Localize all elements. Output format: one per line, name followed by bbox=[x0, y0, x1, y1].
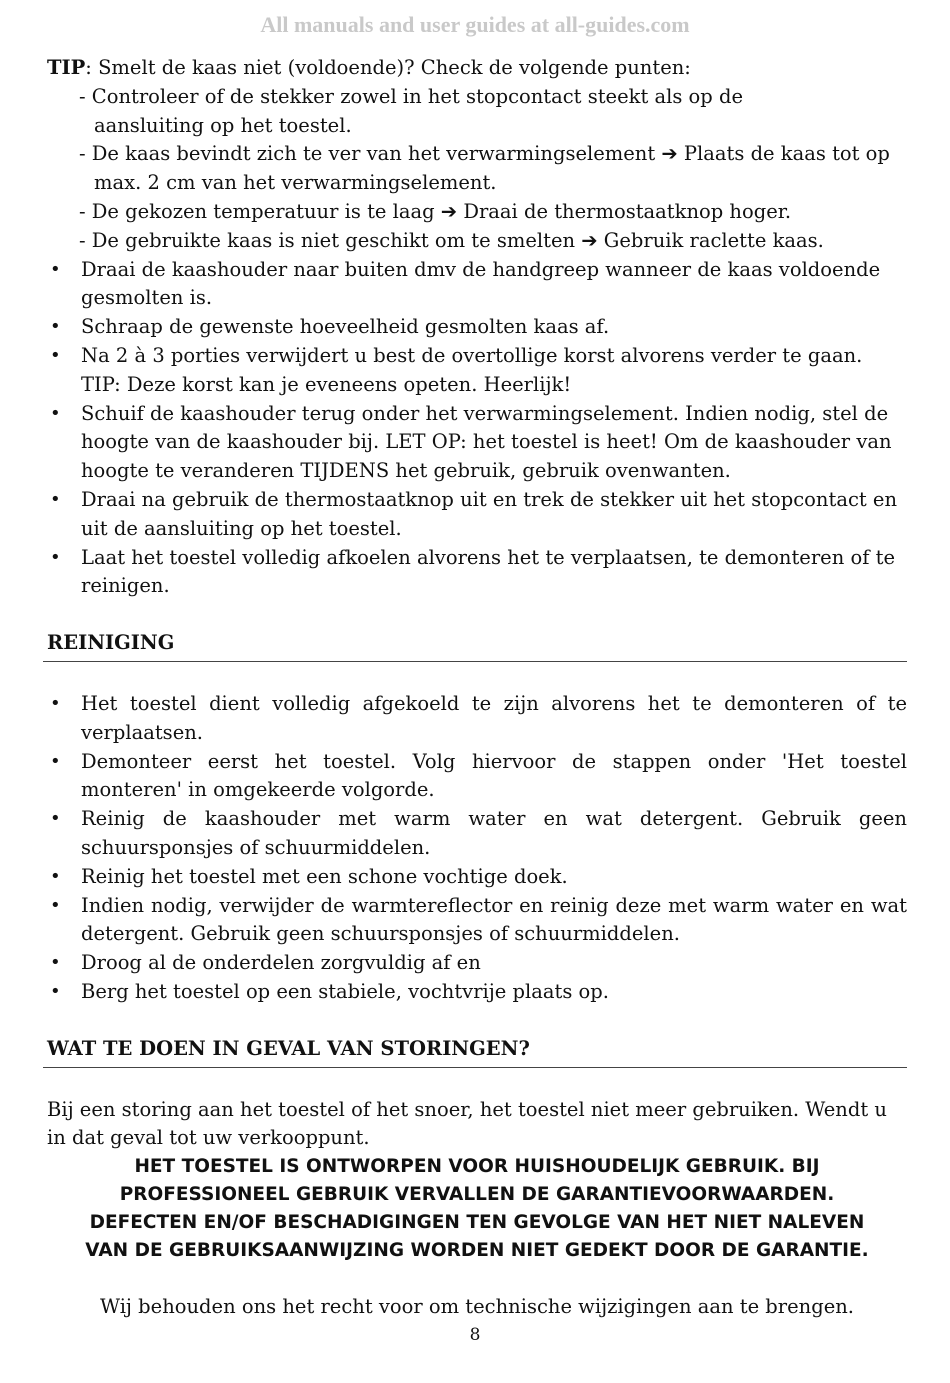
list-item: • Draai de kaashouder naar buiten dmv de handgreep wanneer de kaas voldoende gesmolten is. bbox=[47, 256, 907, 314]
malfunction-text: Bij een storing aan het toestel of het snoer, het toestel niet meer gebruiken. Wendt u in dat geval tot uw verkooppunt. bbox=[47, 1097, 887, 1150]
usage-bullet-list bbox=[47, 256, 907, 602]
list-item bbox=[47, 342, 907, 400]
list-item: • Draai na gebruik de thermostaatknop uit en trek de stekker uit het stopcontact en uit de aansluiting op het toestel. bbox=[47, 486, 907, 544]
warning-line: PROFESSIONEEL GEBRUIK VERVALLEN DE GARANTIEVOORWAARDEN. bbox=[119, 1184, 835, 1206]
section-heading-cleaning: REINIGING bbox=[43, 629, 907, 662]
tip-check-item bbox=[47, 83, 907, 141]
tip-check-line: - De kaas bevindt zich te ver van het verwarmingselement ➔ Plaats de kaas tot op bbox=[79, 142, 890, 166]
list-item: • Reinig het toestel met een schone vochtige doek. bbox=[47, 863, 907, 892]
closing-statement: Wij behouden ons het recht voor om technische wijzigingen aan te brengen. bbox=[100, 1295, 854, 1319]
list-item: • Berg het toestel op een stabiele, vochtvrije plaats op. bbox=[47, 978, 907, 1007]
warranty-warning bbox=[47, 1153, 907, 1265]
usage-tip: TIP: Deze korst kan je eveneens opeten. Heerlijk! bbox=[81, 372, 572, 396]
section-heading-malfunction: WAT TE DOEN IN GEVAL VAN STORINGEN? bbox=[43, 1035, 907, 1068]
tip-check-line: - De gekozen temperatuur is te laag ➔ Draai de thermostaatknop hoger. bbox=[79, 199, 792, 223]
warning-line: HET TOESTEL IS ONTWORPEN VOOR HUISHOUDELIJK GEBRUIK. BIJ bbox=[134, 1156, 820, 1178]
tip-label: TIP bbox=[47, 56, 86, 79]
list-item: • Het toestel dient volledig afgekoeld te zijn alvorens het te demonteren of te verplaatsen. bbox=[47, 690, 907, 748]
list-item: • Reinig de kaashouder met warm water en wat detergent. Gebruik geen schuursponsjes of schuurmiddelen. bbox=[47, 805, 907, 863]
list-item: • Demonteer eerst het toestel. Volg hiervoor de stappen onder 'Het toestel monteren' in omgekeerde volgorde. bbox=[47, 748, 907, 806]
tip-check-item bbox=[47, 227, 907, 256]
tip-check-line-continued: aansluiting op het toestel. bbox=[94, 113, 352, 137]
cleaning-bullet-list bbox=[47, 690, 907, 1007]
tip-check-line-continued: max. 2 cm van het verwarmingselement. bbox=[94, 171, 497, 195]
tip-check-line: - De gebruikte kaas is niet geschikt om te smelten ➔ Gebruik raclette kaas. bbox=[79, 228, 824, 252]
list-item: • Indien nodig, verwijder de warmtereflector en reinig deze met warm water en wat detergent. Gebruik geen schuursponsjes of schuurmiddelen. bbox=[47, 892, 907, 950]
list-item: • Droog al de onderdelen zorgvuldig af en bbox=[47, 949, 907, 978]
warning-line: VAN DE GEBRUIKSAANWIJZING WORDEN NIET GEDEKT DOOR DE GARANTIE. bbox=[85, 1240, 869, 1262]
watermark: All manuals and user guides at all-guides.com bbox=[260, 12, 690, 37]
tip-text: : Smelt de kaas niet (voldoende)? Check de volgende punten: bbox=[85, 56, 691, 79]
list-item-text: Na 2 à 3 porties verwijdert u best de overtollige korst alvorens verder te gaan. bbox=[81, 343, 863, 367]
document-body bbox=[47, 54, 907, 1322]
list-item: • Laat het toestel volledig afkoelen alvorens het te verplaatsen, te demonteren of te reinigen. bbox=[47, 544, 907, 602]
warning-line: DEFECTEN EN/OF BESCHADIGINGEN TEN GEVOLGE VAN HET NIET NALEVEN bbox=[89, 1212, 865, 1234]
tip-check-item bbox=[47, 140, 907, 198]
page-number: 8 bbox=[469, 1325, 481, 1345]
list-item: • Schuif de kaashouder terug onder het verwarmingselement. Indien nodig, stel de hoogte van de kaashouder bij. LET OP: het toestel is heet! Om de kaashouder van hoogte te veranderen TIJDENS het gebruik, gebruik ovenwanten. bbox=[47, 400, 907, 486]
tip-check-line: - Controleer of de stekker zowel in het stopcontact steekt als op de bbox=[79, 84, 743, 108]
list-item: • Schraap de gewenste hoeveelheid gesmolten kaas af. bbox=[47, 313, 907, 342]
tip-intro bbox=[47, 54, 907, 83]
tip-check-item bbox=[47, 198, 907, 227]
